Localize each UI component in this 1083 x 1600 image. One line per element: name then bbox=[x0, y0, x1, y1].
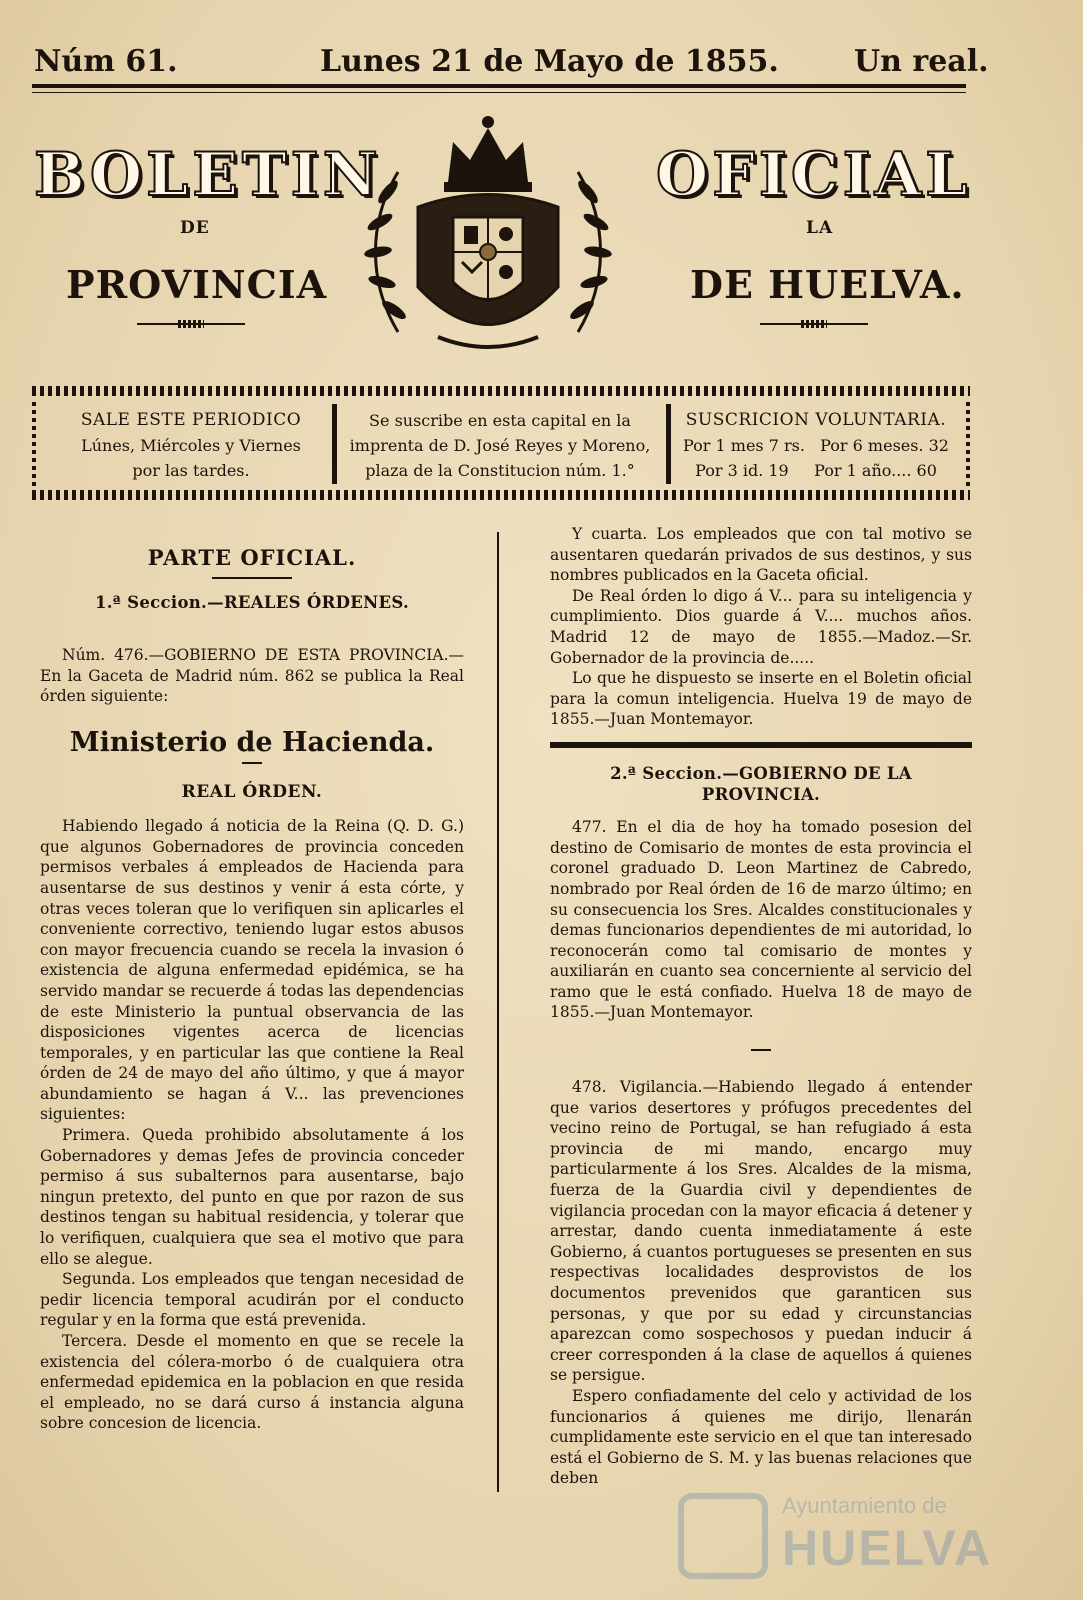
ministry-rule bbox=[242, 762, 262, 764]
prices-title: SUSCRICION VOLUNTARIA. bbox=[685, 410, 947, 430]
band-border-left bbox=[32, 400, 36, 486]
notice-478: 478. Vigilancia.—Habiendo llegado á entender que varios desertores y prófugos precedentes del vecino reino de Portugal, se han refugiado á esta provincia de mi mando, encargo muy particularmente á los Sres. Alcaldes de la misma, fuerza de la Guardia civil y dependientes de vigilancia procedan con la mayor eficacia á detener y arrestar, dando cuenta inmediatamente á este Gobierno, á cuantos portugueses se presenten en sus respectivas localidades desprovistos de los documentos prevenidos que garanticen sus personas, y que por su edad y circunstancias aparezcan como sospechosos y puedan inducir á creer corresponden á la clase de aquellos á quienes se persigue. bbox=[550, 1078, 972, 1385]
schedule-days: Lúnes, Miércoles y Viernes bbox=[81, 436, 301, 455]
publication-schedule bbox=[46, 408, 336, 483]
section-2-heading: 2.ª Seccion.—GOBIERNO DE LA PROVINCIA. bbox=[610, 763, 912, 804]
watermark-logo-icon bbox=[678, 1493, 768, 1579]
band-border-top bbox=[32, 386, 970, 396]
subscription-place bbox=[340, 408, 660, 483]
watermark-line-1: Ayuntamiento de bbox=[782, 1493, 947, 1518]
order-intro: Núm. 476.—GOBIERNO DE ESTA PROVINCIA.— En la Gaceta de Madrid núm. 862 se publica la Real órden siguiente: bbox=[40, 646, 464, 706]
coat-of-arms-icon bbox=[358, 112, 618, 362]
subscription-line-1: Se suscribe en esta capital en la bbox=[369, 411, 631, 430]
parte-oficial-heading: PARTE OFICIAL. bbox=[147, 545, 357, 570]
masthead-de: DE bbox=[180, 218, 210, 238]
masthead-word-right: OFICIAL bbox=[656, 140, 972, 210]
band-divider-1 bbox=[332, 404, 337, 484]
order-closing: De Real órden lo digo á V... para su inteligencia y cumplimiento. Dios guarde á V.... muchos años. Madrid 12 de mayo de 1855.—Madoz.—Sr. Gobernador de la provincia de..... bbox=[550, 586, 972, 667]
archive-watermark bbox=[678, 1485, 1008, 1585]
governor-note: Lo que he dispuesto se inserte en el Boletin oficial para la comun inteligencia. Huelva 19 de mayo de 1855.—Juan Montemayor. bbox=[550, 669, 972, 729]
section-1-heading: 1.ª Seccion.—REALES ÓRDENES. bbox=[94, 592, 410, 612]
order-paragraph-1: Habiendo llegado á noticia de la Reina (Q. D. G.) que algunos Gobernadores de provincia conceden permisos verbales á empleados de Hacienda para ausentarse de sus destinos y venir á esta córte, y otras veces toleran que lo verifiquen sin aplicarles el conveniente correctivo, teniendo lugar estos abusos con mayor frecuencia cuando se recela la invasion ó existencia de alguna enfermedad epidémica, se ha servido mandar se recuerde á todas las dependencias de este Ministerio la puntual observancia de las disposiciones vigentes acerca de licencias temporales, y en particular las que contiene la Real órden de 24 de mayo del año último, y que á mayor abundamiento se hagan á V... las prevenciones siguientes: bbox=[40, 817, 464, 1124]
band-border-right bbox=[966, 400, 970, 486]
masthead-de-huelva: DE HUELVA. bbox=[690, 262, 965, 307]
ministry-heading: Ministerio de Hacienda. bbox=[69, 726, 435, 758]
header-rule bbox=[32, 84, 966, 88]
left-column bbox=[40, 545, 464, 1434]
issue-number: Núm 61. bbox=[34, 44, 178, 79]
masthead-provincia: PROVINCIA bbox=[66, 262, 328, 307]
right-column bbox=[550, 524, 972, 1489]
order-paragraph-cuarta: Y cuarta. Los empleados que con tal motivo se ausentaren quedarán privados de sus destinos, y sus nombres publicados en la Gaceta oficial. bbox=[550, 525, 972, 585]
heading-rule bbox=[212, 577, 292, 579]
real-orden-heading: REAL ÓRDEN. bbox=[181, 781, 323, 802]
prices-line-1: Por 1 mes 7 rs. Por 6 meses. 32 bbox=[683, 436, 949, 455]
notice-separator bbox=[751, 1049, 771, 1051]
order-paragraph-primera: Primera. Queda prohibido absolutamente á los Gobernadores y demas Jefes de provincia conceder permiso á sus subalternos para ausentarse, bajo ningun pretexto, del punto en que por razon de sus destinos tengan su habitual residencia, y tolerar que lo verifiquen, cualquiera que sea el motivo que para ello se alegue. bbox=[40, 1126, 464, 1268]
order-paragraph-tercera: Tercera. Desde el momento en que se recele la existencia del cólera-morbo ó de cualquiera otra enfermedad epidemica en la poblacion en que resida el empleado, no se dará curso á instancia alguna sobre concesion de licencia. bbox=[40, 1332, 464, 1433]
issue-date: Lunes 21 de Mayo de 1855. bbox=[320, 44, 779, 79]
masthead-la: LA bbox=[806, 218, 834, 238]
schedule-title: SALE ESTE PERIODICO bbox=[80, 410, 302, 430]
subscription-line-2: imprenta de D. José Reyes y Moreno, bbox=[349, 436, 651, 455]
issue-line bbox=[34, 44, 989, 84]
band-border-bottom bbox=[32, 490, 970, 500]
issue-price: Un real. bbox=[854, 44, 989, 79]
column-divider bbox=[497, 532, 499, 1492]
schedule-time: por las tardes. bbox=[132, 461, 250, 480]
header-rule-thin bbox=[32, 92, 966, 93]
order-paragraph-segunda: Segunda. Los empleados que tengan necesidad de pedir licencia temporal acudirán por el conducto regular y en la forma que está prevenida. bbox=[40, 1270, 464, 1330]
section-rule bbox=[550, 742, 972, 748]
subscription-prices bbox=[674, 408, 958, 483]
prices-line-2: Por 3 id. 19 Por 1 año.... 60 bbox=[695, 461, 937, 480]
watermark-line-2: HUELVA bbox=[782, 1520, 993, 1576]
notice-478-continuation: Espero confiadamente del celo y actividad de los funcionarios á quienes me dirijo, llenarán cumplidamente este servicio en el que tan interesado está el Gobierno de S. M. y las buenas relaciones que deben bbox=[550, 1386, 972, 1488]
masthead-ornament-right bbox=[760, 323, 868, 325]
subscription-band bbox=[32, 386, 970, 504]
notice-477: 477. En el dia de hoy ha tomado posesion del destino de Comisario de montes de esta provincia el coronel graduado D. Leon Martinez de Cabredo, nombrado por Real órden de 16 de marzo último; en su consecuencia los Sres. Alcaldes constitucionales y demas funcionarios dependientes de mi autoridad, lo reconocerán como tal comisario de montes y auxiliarán en cuanto sea concerniente al servicio del ramo que le está confiado. Huelva 18 de mayo de 1855.—Juan Montemayor. bbox=[550, 818, 972, 1022]
masthead-word-left: BOLETIN bbox=[34, 140, 382, 210]
band-divider-2 bbox=[666, 404, 671, 484]
masthead-ornament-left bbox=[137, 323, 245, 325]
subscription-line-3: plaza de la Constitucion núm. 1.° bbox=[365, 461, 635, 480]
